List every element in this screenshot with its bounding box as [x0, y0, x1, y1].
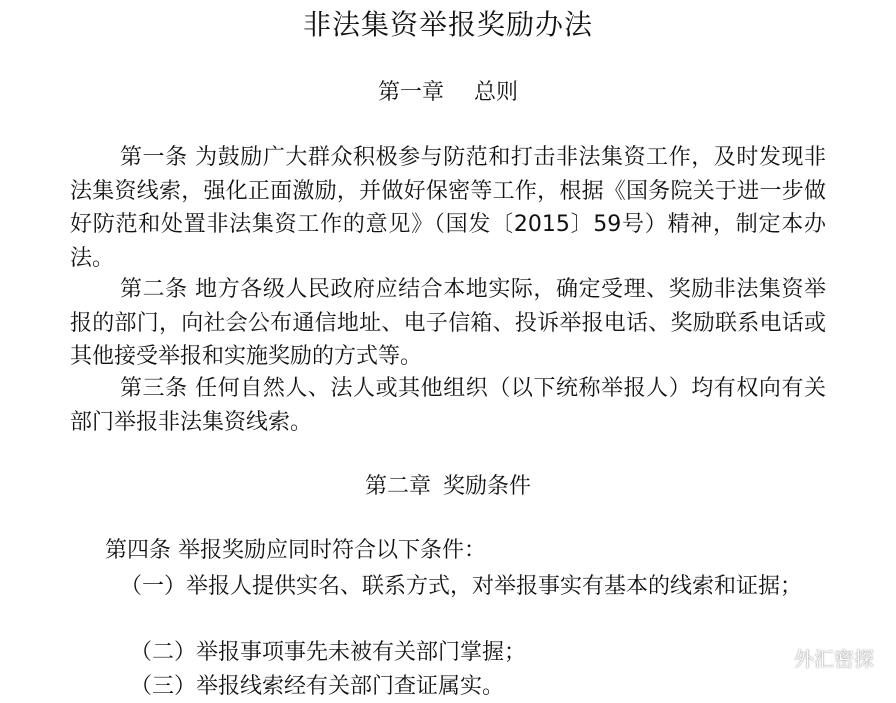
chapter-1-name: 总则: [474, 80, 519, 105]
chapter-2-label: 第二章: [364, 474, 431, 499]
article-4-intro: 第四条 举报奖励应同时符合以下条件：: [105, 538, 486, 563]
wechat-icon: [756, 645, 786, 671]
chapter-1-heading: [0, 78, 896, 108]
document-title: 非法集资举报奖励办法: [302, 8, 593, 41]
article-4-item-1: （一）举报人提供实名、联系方式，对举报事实有基本的线索和证据；: [120, 574, 803, 599]
chapter-2-heading: [0, 472, 896, 502]
chapter-1-label: 第一章: [377, 80, 444, 105]
chapter-2-name: 奖励条件: [443, 474, 532, 499]
article-3: 第三条 任何自然人、法人或其他组织（以下统称举报人）均有权向有关部门举报非法集资线索。: [70, 376, 826, 435]
watermark-text: 外汇密探: [794, 647, 874, 671]
article-4-item-2: （二）举报事项事先未被有关部门掌握；: [130, 640, 527, 665]
watermark: [756, 643, 874, 672]
article-2: 第二条 地方各级人民政府应结合本地实际，确定受理、奖励非法集资举报的部门，向社会公布通信地址、电子信箱、投诉举报电话、奖励联系电话或其他接受举报和实施奖励的方式等。: [70, 277, 826, 369]
article-1: 第一条 为鼓励广大群众积极参与防范和打击非法集资工作，及时发现非法集资线索，强化正面激励，并做好保密等工作，根据《国务院关于进一步做好防范和处置非法集资工作的意见》（国发〔2015〕59号）精神，制定本办法。: [70, 145, 826, 271]
article-4-item-3: （三）举报线索经有关部门查证属实。: [130, 674, 505, 699]
